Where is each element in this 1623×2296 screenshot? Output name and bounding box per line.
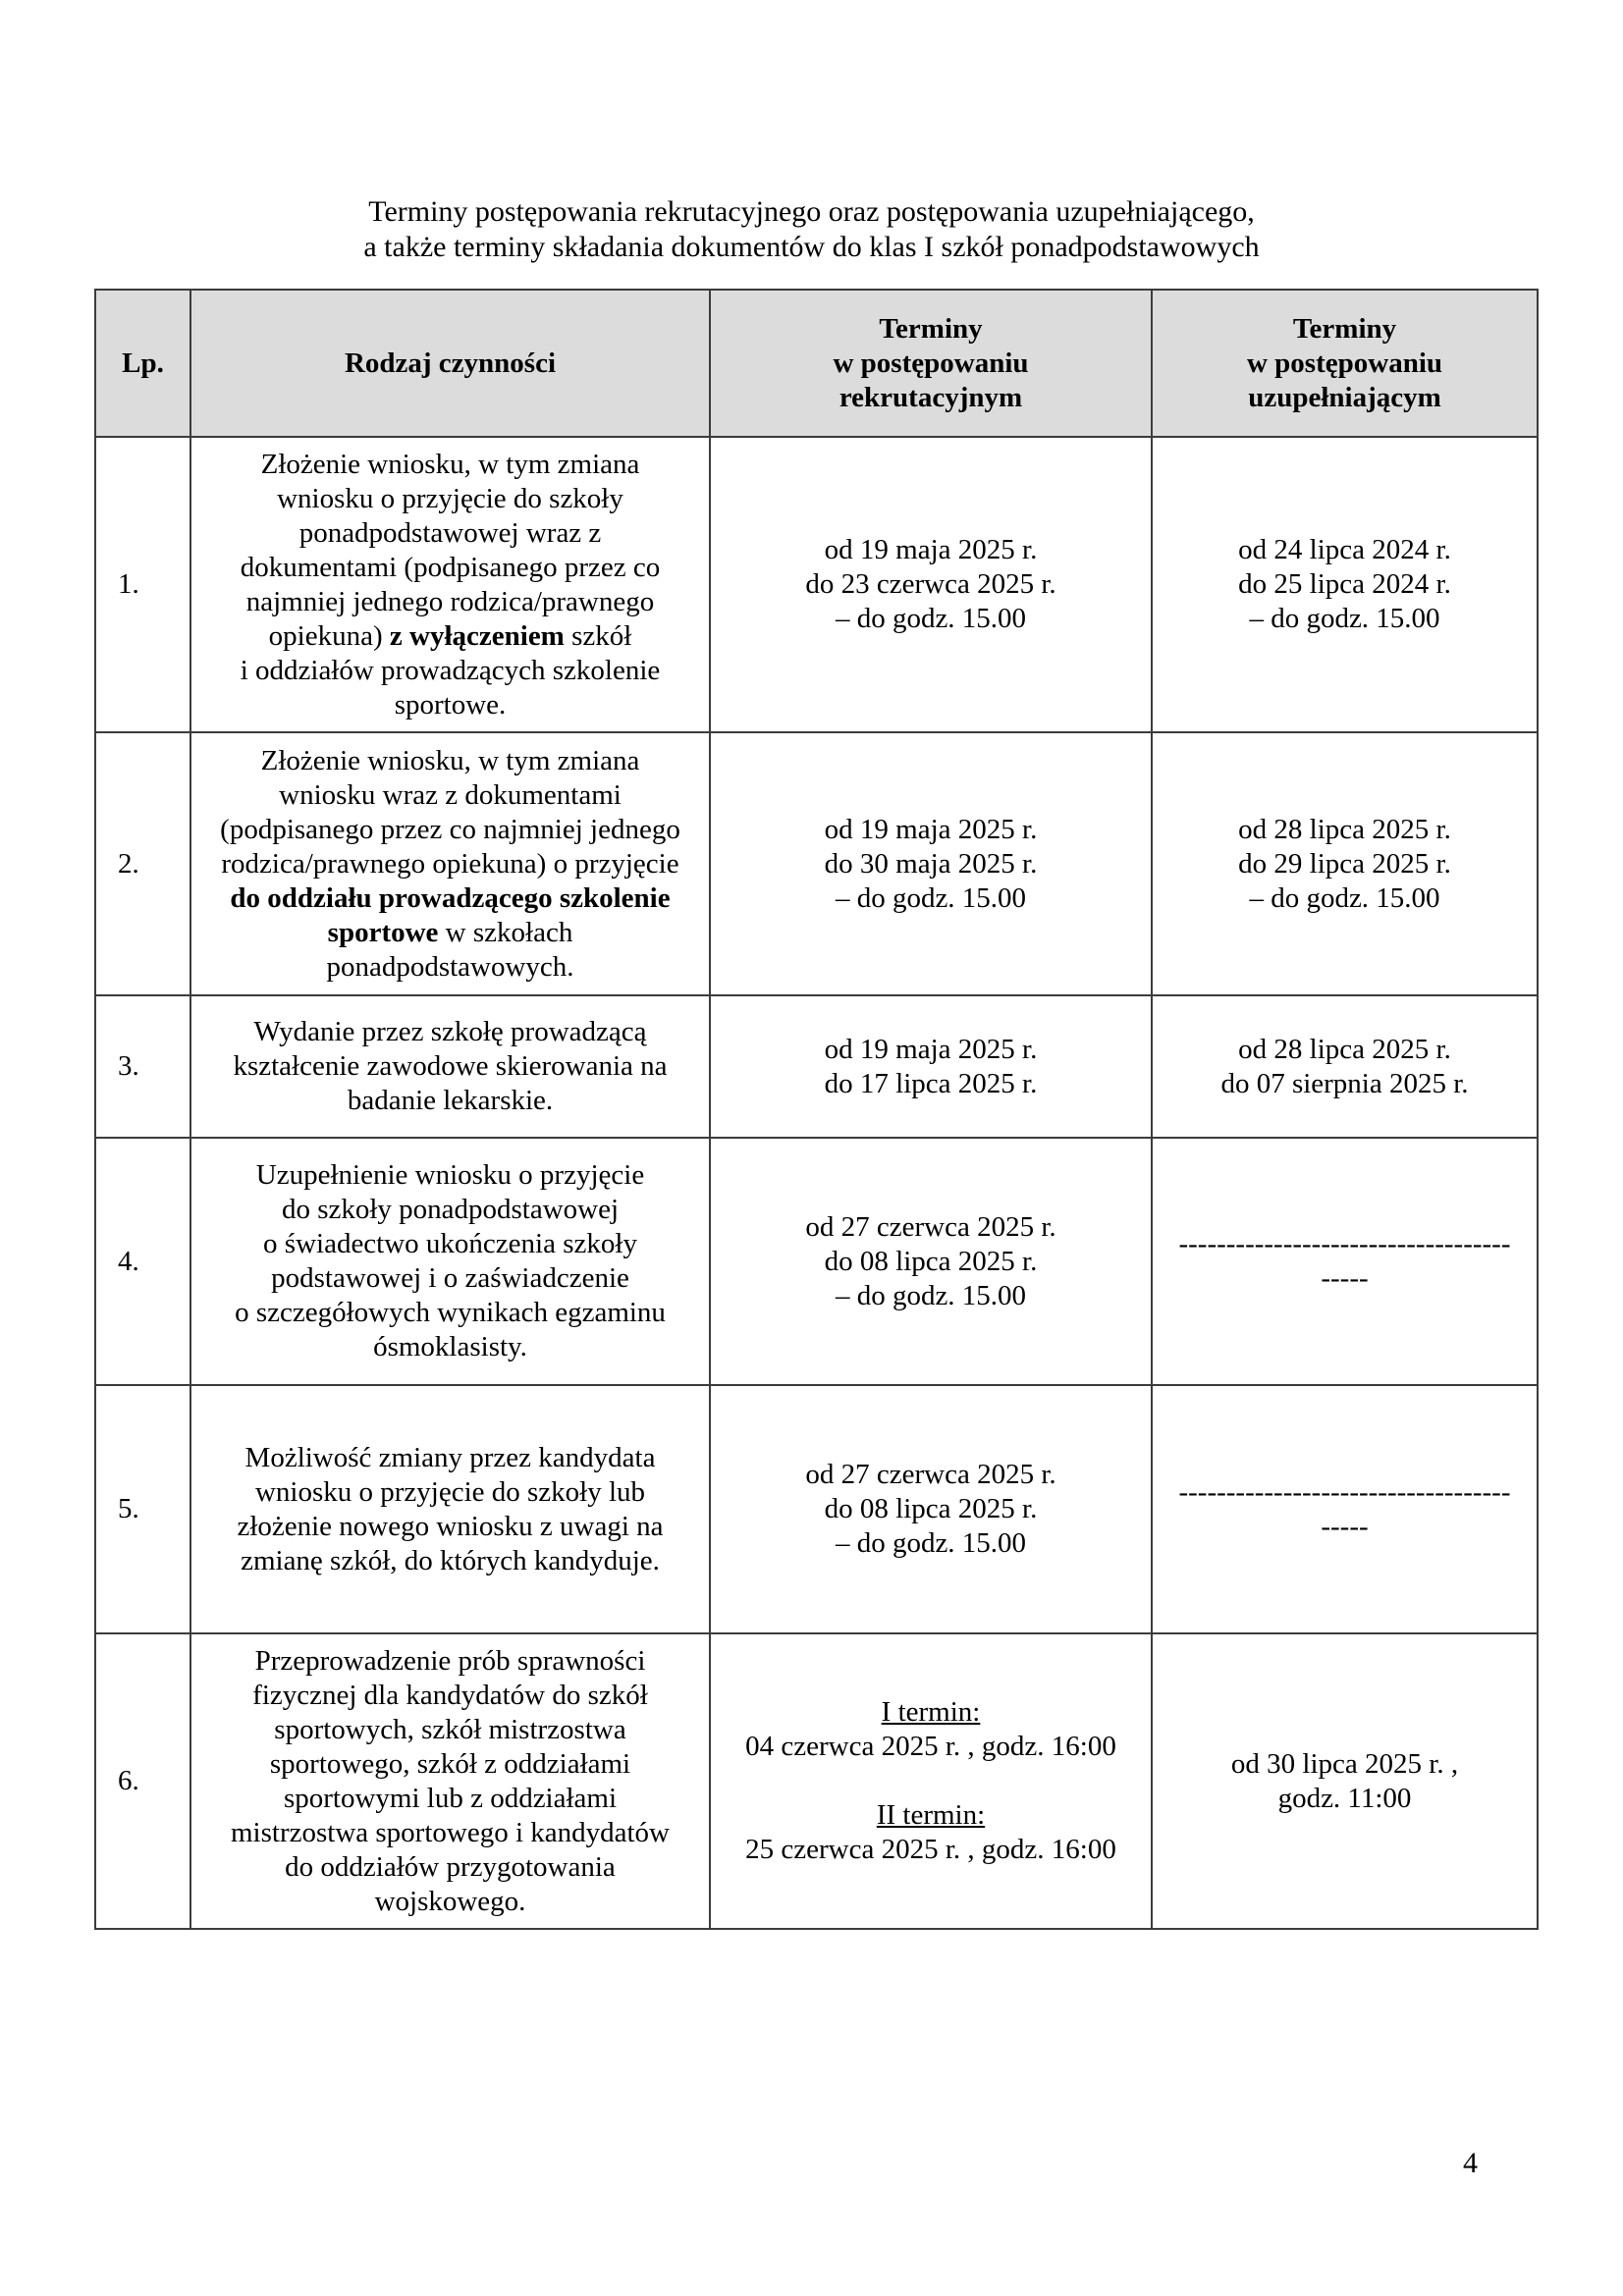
- activity-line: ponadpodstawowej wraz z: [298, 516, 602, 549]
- dash-placeholder: -----: [1321, 1510, 1369, 1542]
- supplementary-dates-cell: [1152, 732, 1538, 995]
- recruitment-dates-cell: [710, 437, 1152, 732]
- activity-line: sportowych, szkół mistrzostwa: [274, 1713, 626, 1745]
- recruitment-dates-cell: [710, 995, 1152, 1138]
- supplementary-dates-cell: [1152, 995, 1538, 1138]
- date-line: od 19 maja 2025 r.: [824, 1033, 1038, 1065]
- date-line: od 27 czerwca 2025 r.: [805, 1459, 1056, 1490]
- date-line: godz. 11:00: [1277, 1782, 1412, 1814]
- row-number: 2.: [95, 732, 190, 995]
- activity-text: szkół: [564, 619, 632, 652]
- activity-line: dokumentami (podpisanego przez co: [240, 551, 661, 583]
- header-supplementary: [1152, 290, 1538, 437]
- row-number: 5.: [95, 1385, 190, 1633]
- date-line: od 28 lipca 2025 r.: [1238, 813, 1451, 845]
- activity-line: Złożenie wniosku, w tym zmiana: [260, 744, 640, 776]
- activity-line: Wydanie przez szkołę prowadzącą: [253, 1016, 647, 1047]
- activity-line: [201, 619, 699, 654]
- title-line-2: a także terminy składania dokumentów do klas I szkół ponadpodstawowych: [363, 231, 1260, 263]
- date-line: do 29 lipca 2025 r.: [1238, 847, 1451, 880]
- dash-placeholder: -----: [1321, 1262, 1369, 1294]
- activity-line: podstawowej i o zaświadczenie: [271, 1262, 629, 1294]
- activity-line: fizycznej dla kandydatów do szkół: [252, 1679, 648, 1711]
- activity-line: do oddziałów przygotowania: [285, 1850, 616, 1883]
- recruitment-dates-cell: [710, 1633, 1152, 1929]
- activity-line: mistrzostwa sportowego i kandydatów: [230, 1816, 670, 1848]
- date-line: do 08 lipca 2025 r.: [824, 1245, 1038, 1277]
- activity-text: opiekuna): [268, 619, 390, 652]
- date-line: – do godz. 15.00: [835, 881, 1027, 914]
- date-line: od 27 czerwca 2025 r.: [805, 1210, 1056, 1243]
- date-line: od 19 maja 2025 r.: [824, 813, 1038, 845]
- activity-line: badanie lekarskie.: [347, 1085, 554, 1116]
- date-line: – do godz. 15.00: [835, 1279, 1027, 1311]
- activity-line: najmniej jednego rodzica/prawnego: [245, 585, 655, 617]
- activity-line: wniosku o przyjęcie do szkoły: [277, 482, 623, 514]
- row-number: 1.: [95, 437, 190, 732]
- activity-line: kształcenie zawodowe skierowania na: [233, 1050, 668, 1082]
- date-line: do 07 sierpnia 2025 r.: [1220, 1067, 1469, 1099]
- activity-cell: [190, 1385, 710, 1633]
- header-recruitment-line: w postępowaniu: [833, 347, 1029, 379]
- activity-line: do szkoły ponadpodstawowej: [281, 1194, 620, 1225]
- row-number: 4.: [95, 1138, 190, 1385]
- activity-line: sportowe.: [394, 688, 507, 721]
- term-1-label: I termin:: [881, 1696, 981, 1728]
- activity-line: wniosku wraz z dokumentami: [279, 778, 622, 811]
- header-supplementary-line: uzupełniającym: [1248, 381, 1441, 413]
- activity-cell: [190, 1138, 710, 1385]
- recruitment-dates-cell: [710, 1138, 1152, 1385]
- activity-line: (podpisanego przez co najmniej jednego: [220, 813, 680, 845]
- activity-line: sportowymi lub z oddziałami: [283, 1782, 618, 1814]
- date-line: do 30 maja 2025 r.: [824, 847, 1038, 880]
- date-line: od 19 maja 2025 r.: [824, 534, 1038, 565]
- header-recruitment: [710, 290, 1152, 437]
- header-supplementary-line: Terminy: [1292, 312, 1397, 345]
- activity-cell: [190, 732, 710, 995]
- header-supplementary-line: w postępowaniu: [1246, 347, 1443, 379]
- table-header-row: [95, 290, 1538, 437]
- supplementary-dates-cell: [1152, 1633, 1538, 1929]
- dash-placeholder: -----------------------------------: [1178, 1475, 1511, 1508]
- header-activity: Rodzaj czynności: [190, 290, 710, 437]
- term-2-label: II termin:: [876, 1799, 986, 1831]
- term-2-value: 25 czerwca 2025 r. , godz. 16:00: [745, 1834, 1116, 1865]
- term-spacer: [721, 1764, 1141, 1798]
- activity-line: rodzica/prawnego opiekuna) o przyjęcie: [221, 847, 679, 880]
- dash-placeholder: -----------------------------------: [1178, 1228, 1511, 1259]
- supplementary-dates-cell: [1152, 1385, 1538, 1633]
- activity-line: Uzupełnienie wniosku o przyjęcie: [255, 1159, 645, 1191]
- date-line: – do godz. 15.00: [1249, 603, 1440, 634]
- date-line: od 28 lipca 2025 r.: [1238, 1033, 1451, 1065]
- row-number: 6.: [95, 1633, 190, 1929]
- activity-line: Przeprowadzenie prób sprawności: [254, 1644, 646, 1677]
- activity-line: wojskowego.: [374, 1885, 526, 1917]
- date-line: do 08 lipca 2025 r.: [824, 1493, 1038, 1524]
- table-row: [95, 437, 1538, 732]
- date-line: od 24 lipca 2024 r.: [1238, 534, 1451, 565]
- activity-line: ponadpodstawowych.: [326, 950, 574, 983]
- supplementary-dates-cell: [1152, 1138, 1538, 1385]
- date-line: od 30 lipca 2025 r. ,: [1230, 1747, 1459, 1780]
- activity-line: sportowego, szkół z oddziałami: [269, 1747, 631, 1780]
- activity-emphasis: z wyłączeniem: [389, 619, 565, 652]
- activity-emphasis: sportowe: [327, 916, 439, 948]
- activity-line: wniosku o przyjęcie do szkoły lub: [254, 1475, 646, 1508]
- table-row: [95, 995, 1538, 1138]
- header-lp: Lp.: [95, 290, 190, 437]
- title-line-1: Terminy postępowania rekrutacyjnego oraz postępowania uzupełniającego,: [368, 195, 1255, 228]
- date-line: – do godz. 15.00: [1249, 881, 1440, 914]
- table-row: [95, 1385, 1538, 1633]
- activity-line: o świadectwo ukończenia szkoły: [263, 1228, 637, 1259]
- supplementary-dates-cell: [1152, 437, 1538, 732]
- activity-line: i oddziałów prowadzących szkolenie: [240, 654, 661, 686]
- activity-cell: [190, 437, 710, 732]
- date-line: – do godz. 15.00: [835, 603, 1027, 634]
- row-number: 3.: [95, 995, 190, 1138]
- activity-line: Złożenie wniosku, w tym zmiana: [260, 448, 640, 480]
- table-row: [95, 732, 1538, 995]
- recruitment-dates-cell: [710, 732, 1152, 995]
- date-line: do 25 lipca 2024 r.: [1238, 568, 1451, 600]
- table-row: [95, 1138, 1538, 1385]
- recruitment-schedule-table: [94, 289, 1539, 1930]
- activity-cell: [190, 995, 710, 1138]
- document-title: [0, 194, 1623, 265]
- activity-line: o szczegółowych wynikach egzaminu: [235, 1297, 666, 1328]
- activity-line: [201, 916, 699, 950]
- header-recruitment-line: Terminy: [879, 312, 983, 345]
- activity-emphasis: do oddziału prowadzącego szkolenie: [230, 881, 671, 914]
- activity-line: ósmoklasisty.: [373, 1331, 527, 1362]
- activity-cell: [190, 1633, 710, 1929]
- page-number: 4: [1463, 2147, 1478, 2179]
- activity-line: złożenie nowego wniosku z uwagi na: [237, 1510, 664, 1542]
- table-row: [95, 1633, 1538, 1929]
- activity-text: w szkołach: [438, 916, 573, 948]
- date-line: – do godz. 15.00: [835, 1527, 1027, 1559]
- term-1-value: 04 czerwca 2025 r. , godz. 16:00: [745, 1731, 1116, 1762]
- date-line: do 23 czerwca 2025 r.: [805, 568, 1056, 600]
- header-recruitment-line: rekrutacyjnym: [839, 381, 1023, 413]
- activity-line: zmianę szkół, do których kandyduje.: [241, 1544, 660, 1576]
- date-line: do 17 lipca 2025 r.: [824, 1067, 1038, 1099]
- activity-line: Możliwość zmiany przez kandydata: [244, 1441, 656, 1473]
- recruitment-dates-cell: [710, 1385, 1152, 1633]
